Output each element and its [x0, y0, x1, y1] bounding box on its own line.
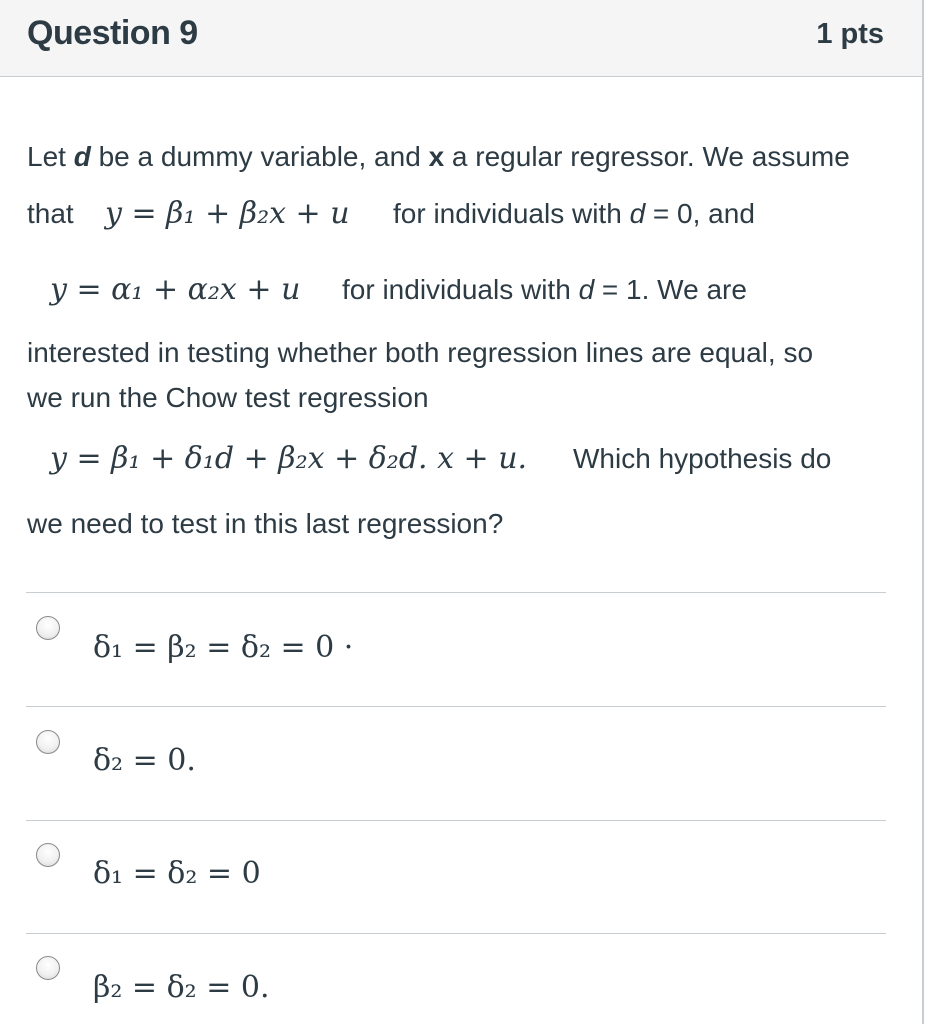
answer-label[interactable]: δ₁ = β₂ = δ₂ = 0 · — [93, 630, 354, 665]
prompt-text: be a dummy variable, and — [90, 141, 429, 172]
prompt-line-6-rest: Which hypothesis do — [573, 443, 832, 474]
prompt-text: = 0, and — [645, 198, 755, 229]
answer-label[interactable]: δ₁ = δ₂ = 0 — [93, 856, 261, 891]
answer-radio[interactable] — [36, 616, 60, 640]
answer-label[interactable]: δ₂ = 0. — [93, 743, 196, 778]
prompt-line-3-rest — [342, 273, 747, 307]
answer-radio[interactable] — [36, 956, 60, 980]
answer-radio[interactable] — [36, 843, 60, 867]
prompt-var-d: d — [629, 198, 646, 229]
prompt-var-d: d — [578, 274, 595, 305]
prompt-text: that — [27, 198, 74, 229]
prompt-text: = 1. We are — [594, 274, 747, 305]
answer-divider — [26, 820, 886, 821]
prompt-var-d: d — [73, 141, 91, 172]
question-header — [0, 0, 922, 77]
equation-model-d0: y = β₁ + β₂x + u — [105, 196, 350, 231]
prompt-text: a regular regressor. We assume — [444, 141, 850, 172]
prompt-text: Let — [27, 141, 74, 172]
prompt-text: for individuals with — [393, 198, 630, 229]
prompt-line-4: interested in testing whether both regression lines are equal, so — [27, 337, 814, 368]
answer-radio[interactable] — [36, 730, 60, 754]
question-title: Question 9 — [27, 14, 198, 52]
prompt-line-5: we run the Chow test regression — [27, 382, 429, 413]
prompt-line-2-rest — [393, 197, 755, 231]
prompt-line-1 — [27, 140, 850, 174]
answer-divider — [26, 592, 886, 593]
prompt-line-7: we need to test in this last regression? — [27, 508, 504, 539]
equation-model-d1: y = α₁ + α₂x + u — [50, 272, 301, 307]
question-points: 1 pts — [816, 18, 884, 50]
answer-divider — [26, 933, 886, 934]
prompt-var-x: x — [428, 141, 445, 172]
prompt-text: for individuals with — [342, 274, 579, 305]
prompt-line-2 — [27, 197, 74, 231]
answer-label[interactable]: β₂ = δ₂ = 0. — [93, 970, 270, 1005]
answer-divider — [26, 706, 886, 707]
equation-chow-regression: y = β₁ + δ₁d + β₂x + δ₂d. x + u. — [50, 441, 528, 476]
